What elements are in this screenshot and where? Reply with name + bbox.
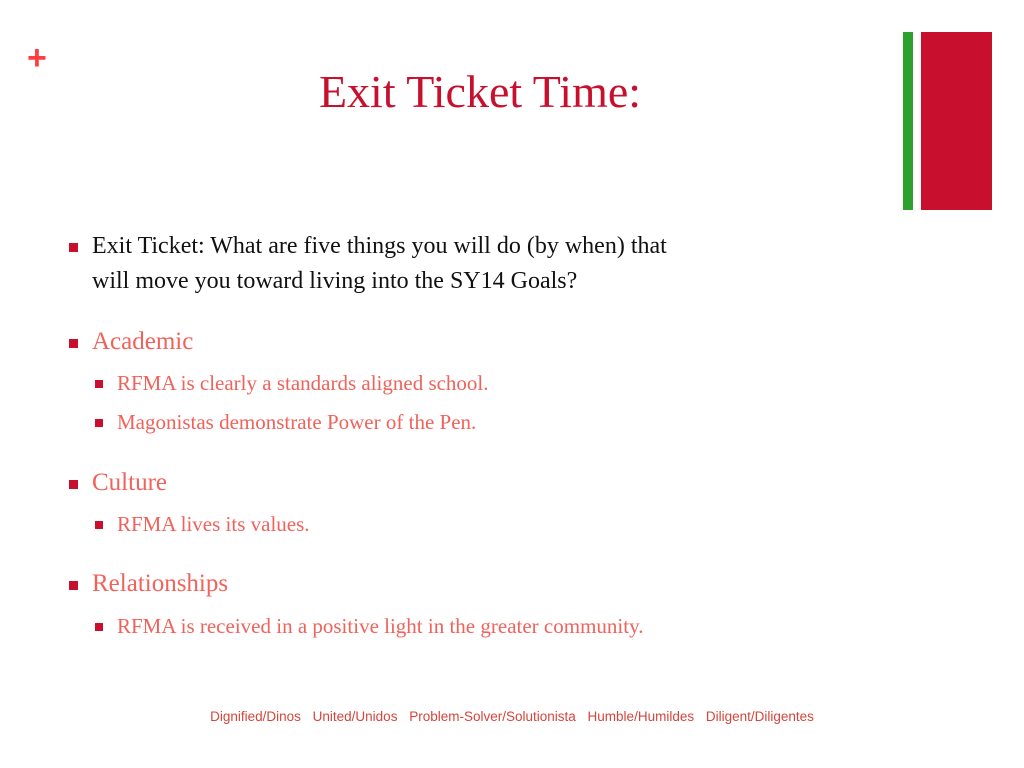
academic-item-1: RFMA is clearly a standards aligned school. — [117, 371, 489, 395]
sub-bullet-square-icon — [95, 623, 103, 631]
sub-bullet-square-icon — [95, 380, 103, 388]
footer-values — [0, 709, 1024, 724]
footer-value: Humble/Humildes — [587, 709, 695, 724]
prompt-line-1: Exit Ticket: What are five things you will do (by when) that — [92, 233, 667, 259]
red-accent-bar — [921, 32, 992, 210]
footer-value: Dignified/Dinos — [210, 709, 301, 724]
sub-bullet-square-icon — [95, 521, 103, 529]
footer-value: Diligent/Diligentes — [705, 709, 814, 724]
bullet-square-icon — [69, 243, 78, 252]
prompt-line-2: will move you toward living into the SY14 Goals? — [92, 268, 578, 294]
footer-value: Problem-Solver/Solutionista — [409, 709, 576, 724]
footer-value: United/Unidos — [312, 709, 398, 724]
section-heading-academic: Academic — [92, 328, 194, 355]
relationships-item-1: RFMA is received in a positive light in the greater community. — [117, 614, 644, 638]
slide-title: Exit Ticket Time: — [318, 66, 642, 117]
bullet-square-icon — [69, 581, 78, 590]
section-heading-relationships: Relationships — [92, 570, 229, 597]
plus-icon: + — [27, 39, 47, 77]
green-accent-bar — [903, 32, 913, 210]
bullet-square-icon — [69, 480, 78, 489]
culture-item-1: RFMA lives its values. — [117, 512, 310, 536]
bullet-square-icon — [69, 339, 78, 348]
academic-item-2: Magonistas demonstrate Power of the Pen. — [117, 410, 477, 434]
section-heading-culture: Culture — [92, 469, 167, 496]
sub-bullet-square-icon — [95, 419, 103, 427]
